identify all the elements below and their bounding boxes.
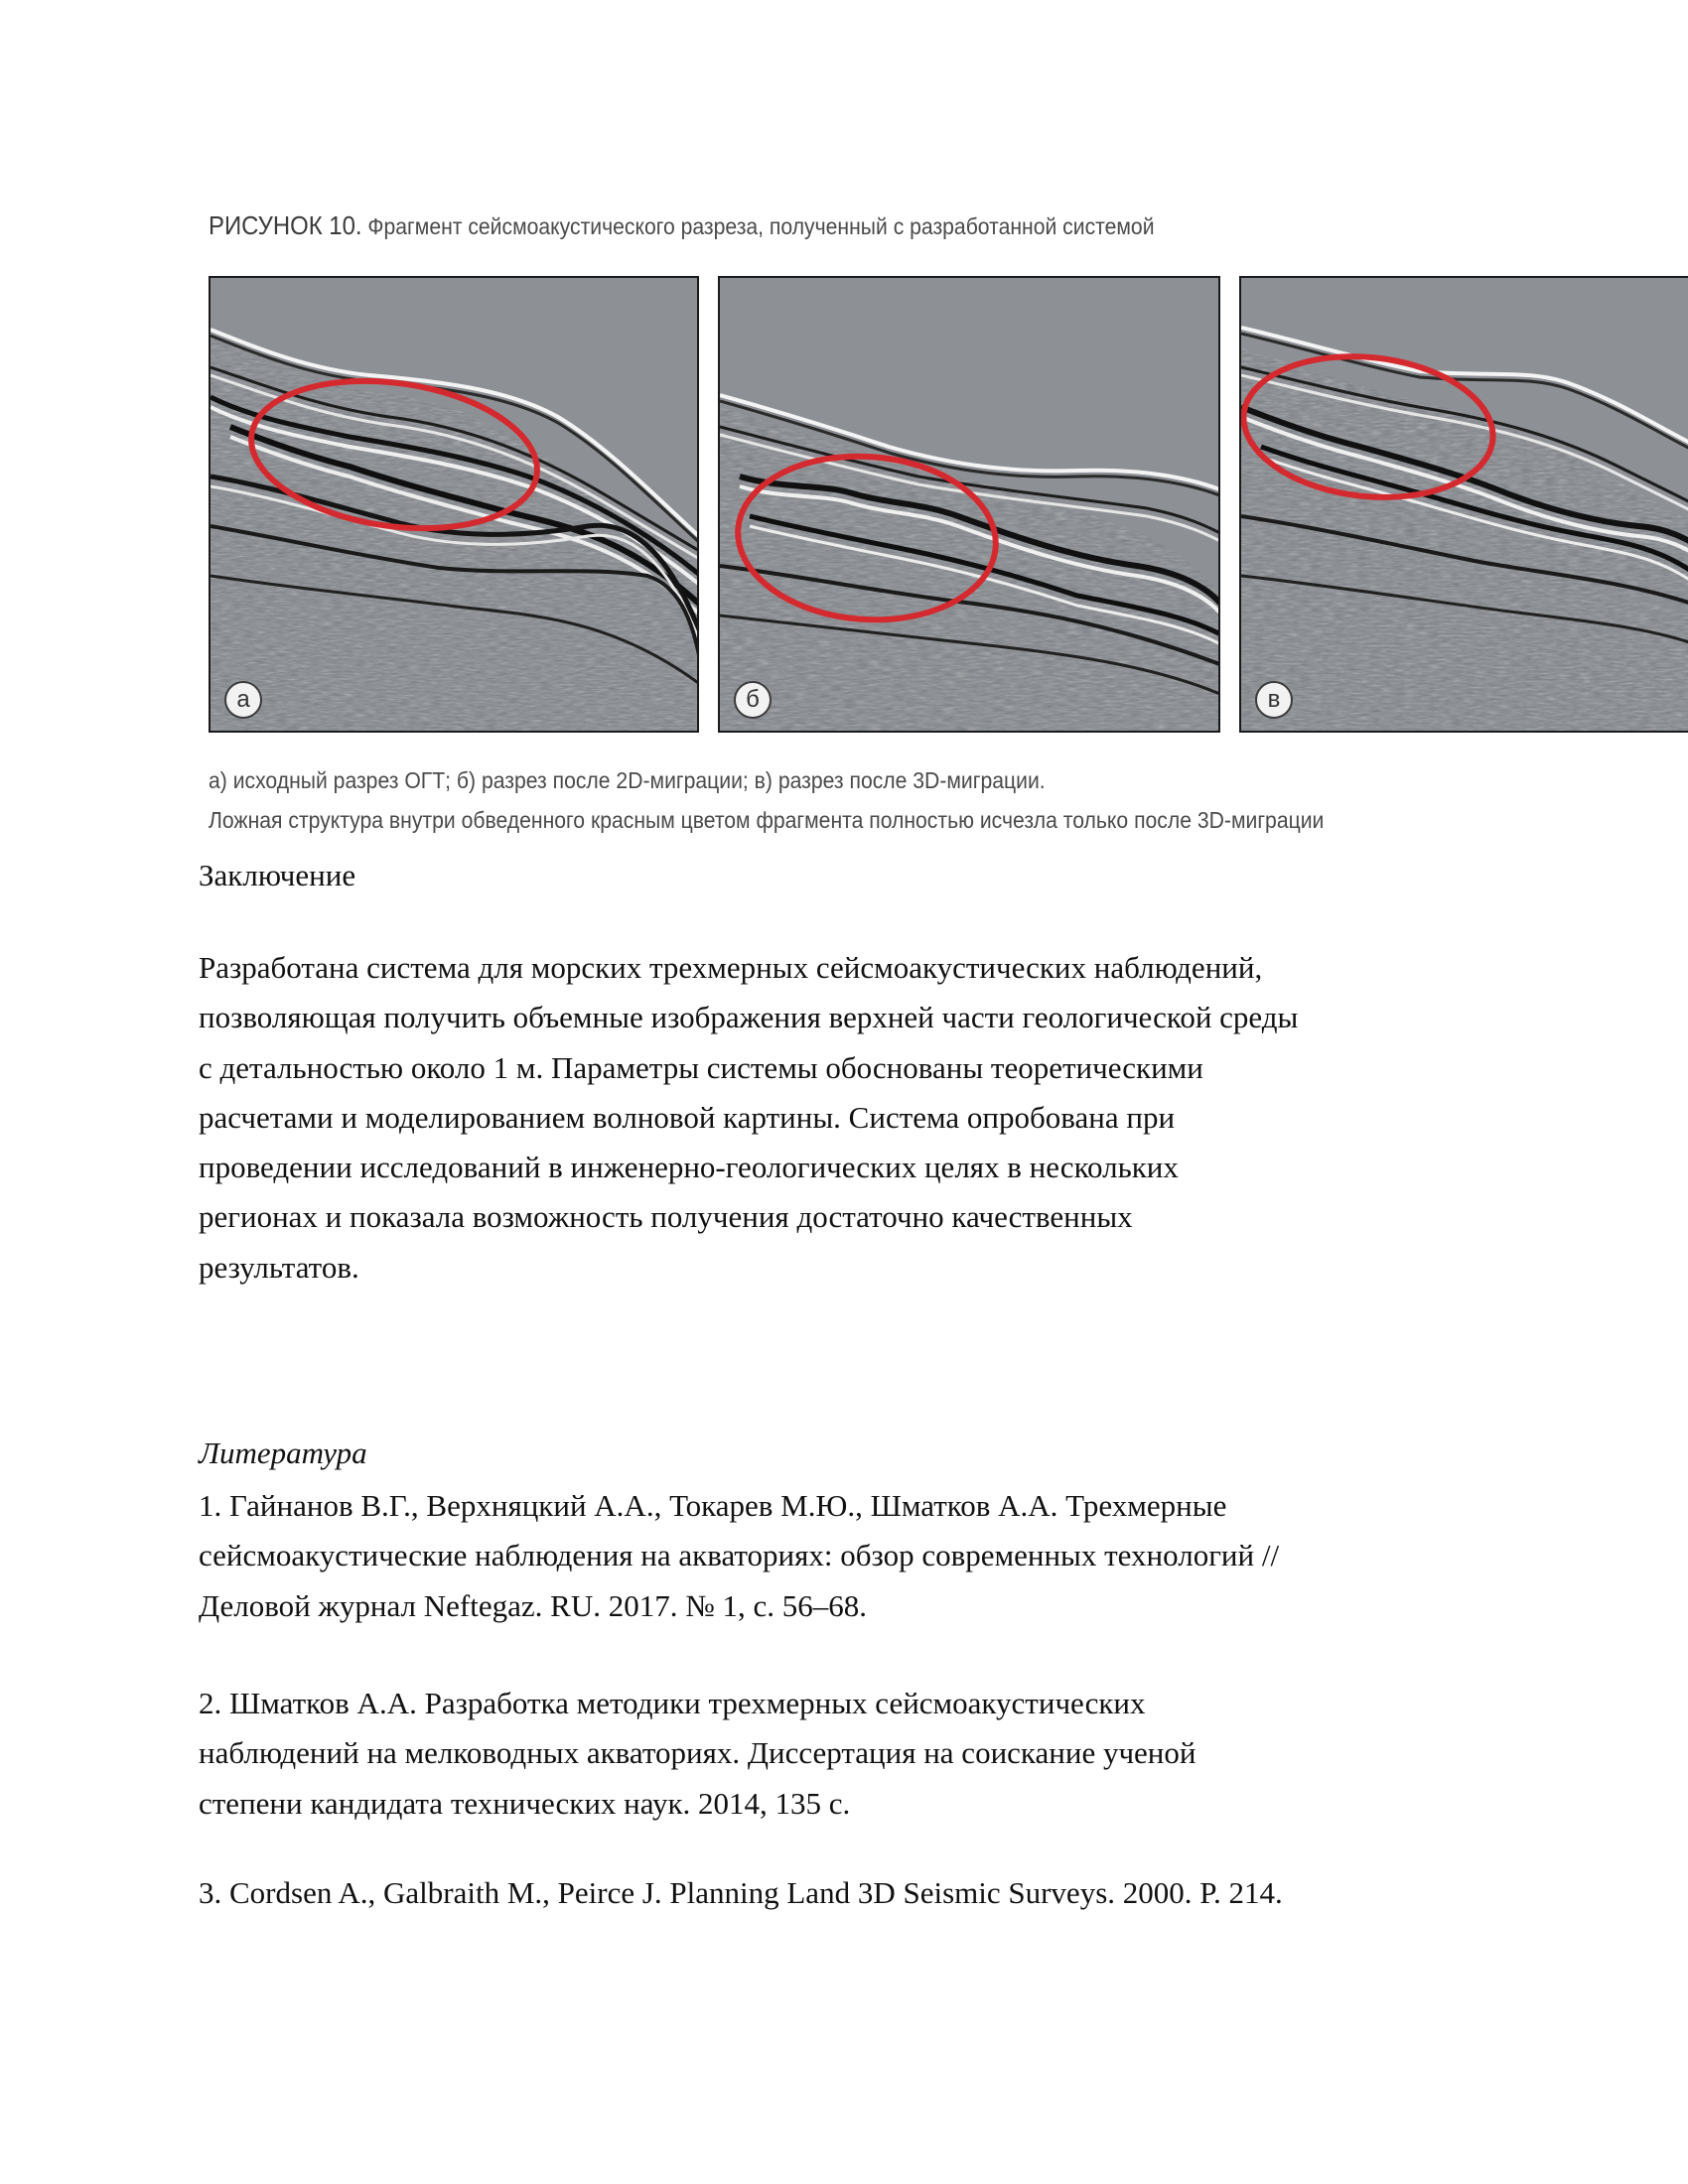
seismic-panel-c [1239,276,1688,733]
reference-line: сейсмоакустические наблюдения на акваториях: обзор современных технологий // [199,1538,1280,1573]
panel-c-badge: в [1255,681,1293,719]
panel-b-badge: б [734,681,772,719]
figure-caption-line-1: а) исходный разрез ОГТ; б) разрез после 2D-миграции; в) разрез после 3D-миграции. [209,767,1046,793]
seismic-panel-a [209,276,699,733]
conclusion-heading: Заключение [199,858,356,892]
conclusion-line: проведении исследований в инженерно-геологических целях в нескольких [199,1150,1179,1185]
figure-caption [209,760,1324,840]
seismic-panel-b [718,276,1220,733]
conclusion-line: с детальностью около 1 м. Параметры системы обоснованы теоретическими [199,1049,1203,1085]
conclusion-line: расчетами и моделированием волновой картины. Система опробована при [199,1099,1176,1135]
reference-line: 2. Шматков А.А. Разработка методики трехмерных сейсмоакустических [199,1686,1146,1720]
conclusion-line: результатов. [199,1249,359,1285]
reference-line: 3. Cordsen A., Galbraith M., Peirce J. Planning Land 3D Seismic Surveys. 2000. P. 214. [199,1875,1283,1910]
seismic-section-b-image [720,278,1220,733]
figure-label: РИСУНОК 10. [209,210,362,240]
references-heading: Литература [199,1435,367,1470]
conclusion-line: Разработана система для морских трехмерных сейсмоакустических наблюдений, [199,950,1263,985]
reference-line: степени кандидата технических наук. 2014, 135 с. [199,1785,851,1821]
panel-a-badge: а [224,681,262,719]
seismic-section-c-image [1241,278,1688,733]
reference-item-3 [199,1868,1529,1918]
figure-title-text: Фрагмент сейсмоакустического разреза, полученный с разработанной системой [367,213,1155,239]
reference-line: наблюдений на мелководных акваториях. Диссертация на соискание ученой [199,1735,1196,1771]
reference-line: Деловой журнал Neftegaz. RU. 2017. № 1, с. 56–68. [199,1587,868,1623]
figure-caption-line-2: Ложная структура внутри обведенного красным цветом фрагмента полностью исчезла только после 3D-миграции [209,807,1325,833]
conclusion-line: позволяющая получить объемные изображения верхней части геологической среды [199,1000,1299,1035]
reference-line: 1. Гайнанов В.Г., Верхняцкий А.А., Токарев М.Ю., Шматков А.А. Трехмерные [199,1488,1227,1523]
figure-title [209,210,1155,241]
reference-item-2 [199,1679,1529,1829]
reference-item-1 [199,1481,1529,1631]
seismic-section-a-image [211,278,699,733]
conclusion-line: регионах и показала возможность получения достаточно качественных [199,1199,1133,1235]
conclusion-paragraph [199,943,1529,1293]
